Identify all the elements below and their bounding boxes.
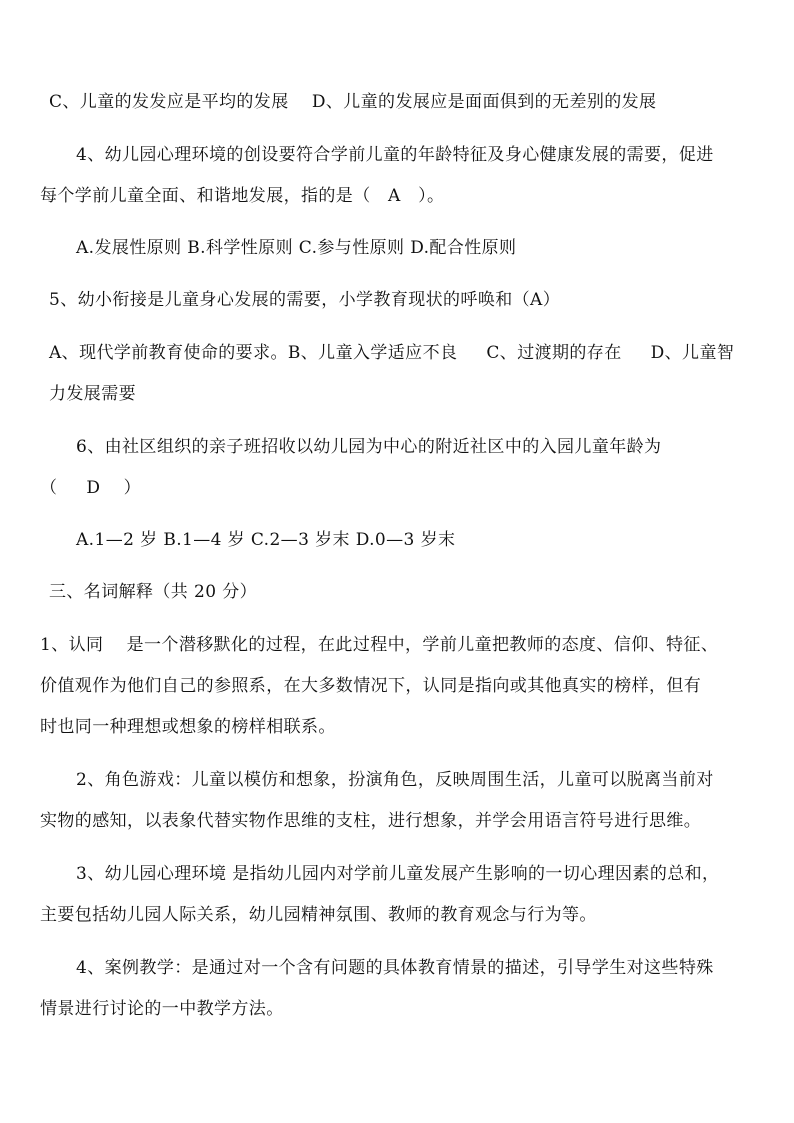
question-6-answer: （ D ）: [40, 478, 142, 498]
section-heading-term-definitions: 三、名词解释（共 20 分）: [49, 582, 258, 602]
question-5-stem: 5、幼小衔接是儿童身心发展的需要，小学教育现状的呼唤和（A）: [49, 290, 561, 310]
question-5-options-line-2: 力发展需要: [49, 384, 136, 404]
definition-4-line-2: 情景进行讨论的一中教学方法。: [40, 999, 284, 1019]
definition-1-line-2: 价值观作为他们自己的参照系，在大多数情况下，认同是指向或其他真实的榜样，但有: [40, 676, 702, 696]
definition-1-line-3: 时也同一种理想或想象的榜样相联系。: [40, 717, 336, 737]
definition-3-line-2: 主要包括幼儿园人际关系，幼儿园精神氛围、教师的教育观念与行为等。: [40, 905, 597, 925]
question-4-options: A.发展性原则 B.科学性原则 C.参与性原则 D.配合性原则: [76, 238, 517, 258]
question-4-line-1: 4、幼儿园心理环境的创设要符合学前儿童的年龄特征及身心健康发展的需要，促进: [76, 145, 714, 165]
definition-1-line-1: 1、认同 是一个潜移默化的过程，在此过程中，学前儿童把教师的态度、信仰、特征、: [40, 635, 719, 655]
question-6-options: A.1—2 岁 B.1—4 岁 C.2—3 岁末 D.0—3 岁末: [76, 530, 456, 550]
option-line-c-d: C、儿童的发发应是平均的发展 D、儿童的发展应是面面俱到的无差别的发展: [49, 92, 657, 112]
question-6-stem: 6、由社区组织的亲子班招收以幼儿园为中心的附近社区中的入园儿童年龄为: [76, 437, 662, 457]
definition-2-line-2: 实物的感知，以表象代替实物作思维的支柱，进行想象，并学会用语言符号进行思维。: [40, 811, 702, 831]
definition-2-line-1: 2、角色游戏：儿童以模仿和想象，扮演角色，反映周围生活，儿童可以脱离当前对: [76, 770, 714, 790]
question-5-options-line-1: A、现代学前教育使命的要求。B、儿童入学适应不良 C、过渡期的存在 D、儿童智: [49, 343, 735, 363]
definition-4-line-1: 4、案例教学：是通过对一个含有问题的具体教育情景的描述，引导学生对这些特殊: [76, 958, 714, 978]
question-4-line-2: 每个学前儿童全面、和谐地发展，指的是（ A ）。: [40, 186, 445, 206]
definition-3-line-1: 3、幼儿园心理环境 是指幼儿园内对学前儿童发展产生影响的一切心理因素的总和，: [76, 864, 720, 884]
